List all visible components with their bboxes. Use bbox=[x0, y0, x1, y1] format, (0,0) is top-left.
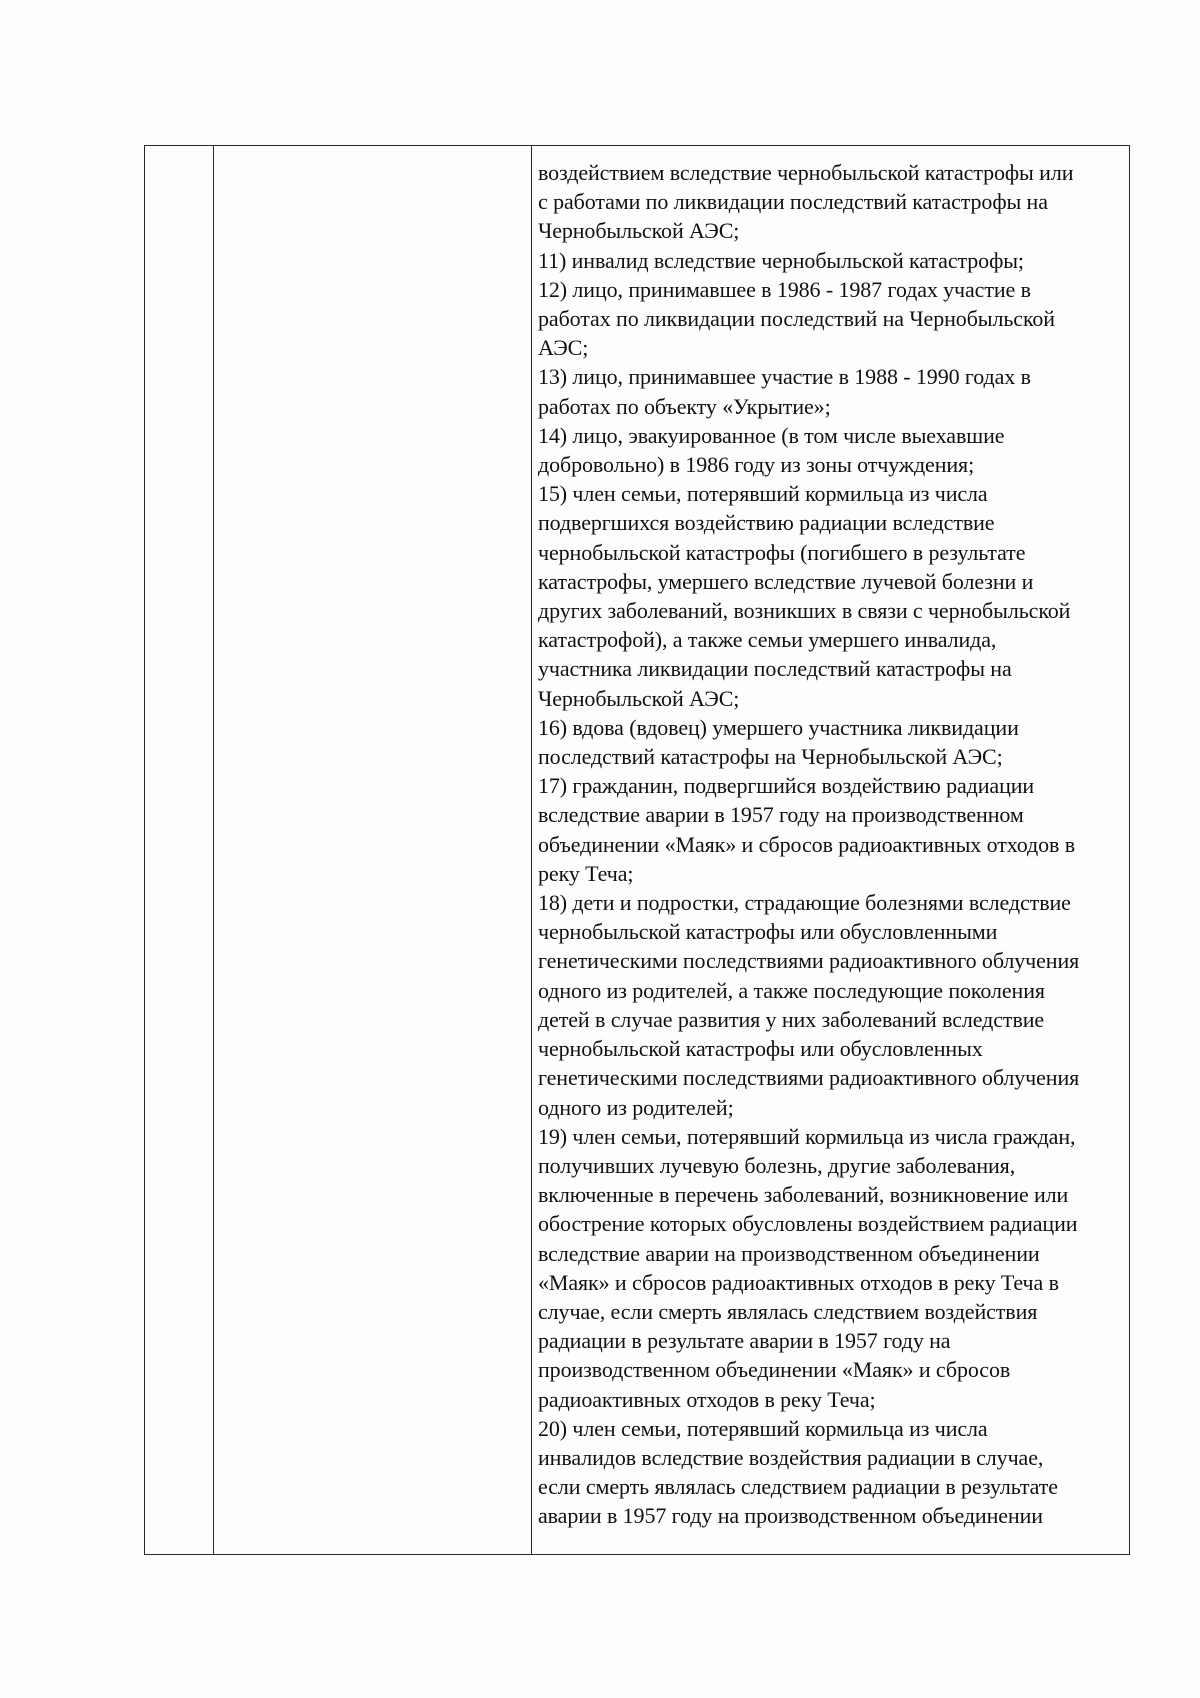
text-line: 18) дети и подростки, страдающие болезнями вследствие bbox=[538, 890, 1071, 916]
text-line: включенные в перечень заболеваний, возникновение или bbox=[538, 1182, 1069, 1208]
text-line: катастрофы, умершего вследствие лучевой болезни и bbox=[538, 568, 1034, 594]
text-line: получивших лучевую болезнь, другие заболевания, bbox=[538, 1152, 1016, 1178]
text-line: генетическими последствиями радиоактивного облучения bbox=[538, 948, 1080, 974]
text-line: подвергшихся воздействию радиации вследствие bbox=[538, 510, 995, 536]
text-line: генетическими последствиями радиоактивного облучения bbox=[538, 1065, 1080, 1091]
text-line: АЭС; bbox=[538, 335, 589, 361]
text-line: чернобыльской катастрофы или обусловленных bbox=[538, 1036, 983, 1062]
text-line: участника ликвидации последствий катастрофы на bbox=[538, 656, 1012, 682]
text-line: радиоактивных отходов в реку Теча; bbox=[538, 1386, 876, 1412]
table-cell-content bbox=[532, 146, 1130, 1555]
text-line: реку Теча; bbox=[538, 860, 634, 886]
content-text bbox=[532, 146, 1129, 1531]
text-line: 20) член семьи, потерявший кормильца из числа bbox=[538, 1415, 988, 1441]
text-line: 19) член семьи, потерявший кормильца из числа граждан, bbox=[538, 1123, 1076, 1149]
text-line: радиации в результате аварии в 1957 году на bbox=[538, 1328, 951, 1354]
text-line: 17) гражданин, подвергшийся воздействию радиации bbox=[538, 773, 1035, 799]
document-table bbox=[144, 145, 1130, 1555]
text-line: производственном объединении «Маяк» и сбросов bbox=[538, 1357, 1011, 1383]
text-line: других заболеваний, возникших в связи с чернобыльской bbox=[538, 598, 1071, 624]
table-cell-number bbox=[145, 146, 214, 1555]
text-line: 16) вдова (вдовец) умершего участника ликвидации bbox=[538, 714, 1019, 740]
text-line: если смерть являлась следствием радиации в результате bbox=[538, 1474, 1058, 1500]
text-line: чернобыльской катастрофы или обусловленными bbox=[538, 919, 998, 945]
text-line: работах по объекту «Укрытие»; bbox=[538, 393, 831, 419]
text-line: 11) инвалид вследствие чернобыльской катастрофы; bbox=[538, 247, 1024, 273]
text-line: 14) лицо, эвакуированное (в том числе выехавшие bbox=[538, 422, 1005, 448]
text-line: инвалидов вследствие воздействия радиации в случае, bbox=[538, 1444, 1044, 1470]
text-line: последствий катастрофы на Чернобыльской АЭС; bbox=[538, 744, 1003, 770]
text-line: работах по ликвидации последствий на Чернобыльской bbox=[538, 306, 1055, 332]
text-line: Чернобыльской АЭС; bbox=[538, 685, 740, 711]
table-row bbox=[145, 146, 1130, 1555]
text-line: Чернобыльской АЭС; bbox=[538, 218, 740, 244]
text-line: случае, если смерть являлась следствием воздействия bbox=[538, 1298, 1038, 1324]
text-line: 12) лицо, принимавшее в 1986 - 1987 годах участие в bbox=[538, 276, 1031, 302]
text-line: добровольно) в 1986 году из зоны отчуждения; bbox=[538, 452, 975, 478]
text-line: катастрофой), а также семьи умершего инвалида, bbox=[538, 627, 997, 653]
text-line: 13) лицо, принимавшее участие в 1988 - 1990 годах в bbox=[538, 364, 1031, 390]
text-line: вследствие аварии на производственном объединении bbox=[538, 1240, 1040, 1266]
table-cell-category bbox=[214, 146, 532, 1555]
text-line: «Маяк» и сбросов радиоактивных отходов в реку Теча в bbox=[538, 1269, 1059, 1295]
text-line: вследствие аварии в 1957 году на производственном bbox=[538, 802, 1024, 828]
text-line: с работами по ликвидации последствий катастрофы на bbox=[538, 189, 1048, 215]
text-line: воздействием вследствие чернобыльской катастрофы или bbox=[538, 160, 1074, 185]
text-line: 15) член семьи, потерявший кормильца из числа bbox=[538, 481, 988, 507]
text-line: аварии в 1957 году на производственном объединении bbox=[538, 1503, 1043, 1529]
text-line: детей в случае развития у них заболеваний вследствие bbox=[538, 1006, 1045, 1032]
text-line: одного из родителей; bbox=[538, 1094, 734, 1120]
text-line: одного из родителей, а также последующие поколения bbox=[538, 977, 1045, 1003]
text-line: обострение которых обусловлены воздействием радиации bbox=[538, 1211, 1078, 1237]
text-line: чернобыльской катастрофы (погибшего в результате bbox=[538, 539, 1026, 565]
text-line: объединении «Маяк» и сбросов радиоактивных отходов в bbox=[538, 831, 1076, 857]
